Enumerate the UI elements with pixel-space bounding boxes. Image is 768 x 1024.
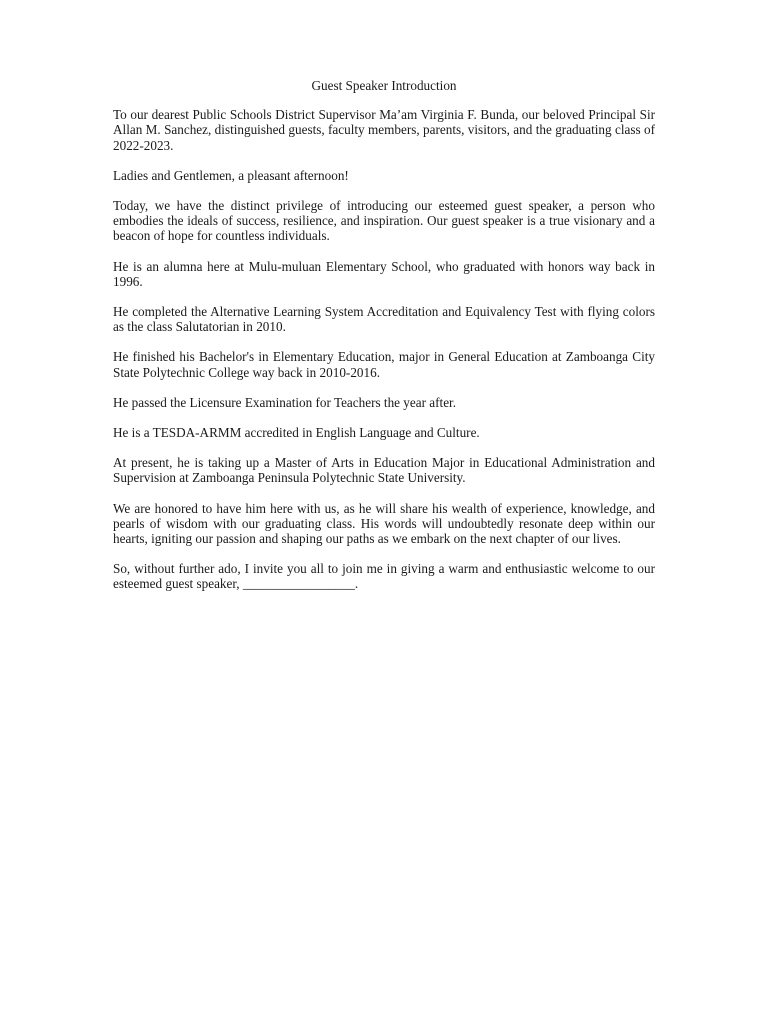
paragraph-tesda: He is a TESDA-ARMM accredited in English Language and Culture. [113, 425, 480, 441]
paragraph-masters: At present, he is taking up a Master of Arts in Education Major in Educational Administration and Supervision at Zamboanga Peninsula Polytechnic State University. [113, 455, 655, 486]
paragraph-licensure: He passed the Licensure Examination for Teachers the year after. [113, 394, 457, 410]
paragraph-als: He completed the Alternative Learning System Accreditation and Equivalency Test with flying colors as the class Salutatorian in 2010. [113, 304, 655, 335]
document-body [113, 78, 655, 607]
paragraph-privilege: Today, we have the distinct privilege of introducing our esteemed guest speaker, a person who embodies the ideals of success, resilience, and inspiration. Our guest speaker is a true visionary and a beacon of hope for countless individuals. [113, 198, 655, 244]
paragraph-alumna: He is an alumna here at Mulu-muluan Elementary School, who graduated with honors way back in 1996. [113, 258, 655, 289]
document-title: Guest Speaker Introduction [311, 78, 457, 93]
paragraph-honored: We are honored to have him here with us, as he will share his wealth of experience, knowledge, and pearls of wisdom with our graduating class. His words will undoubtedly resonate deep within our hearts, igniting our passion and shaping our paths as we embark on the next chapter of our lives. [113, 500, 655, 547]
paragraph-welcome: So, without further ado, I invite you all to join me in giving a warm and enthusiastic welcome to our esteemed guest speaker, _________________. [113, 561, 655, 592]
paragraph-salutation: To our dearest Public Schools District Supervisor Ma’am Virginia F. Bunda, our beloved Principal Sir Allan M. Sanchez, distinguished guests, faculty members, parents, visitors, and the graduating class of 2022-2023. [113, 107, 655, 153]
paragraph-bachelors: He finished his Bachelor's in Elementary Education, major in General Education at Zamboanga City State Polytechnic College way back in 2010-2016. [113, 349, 655, 380]
paragraph-greeting: Ladies and Gentlemen, a pleasant afternoon! [113, 167, 349, 183]
